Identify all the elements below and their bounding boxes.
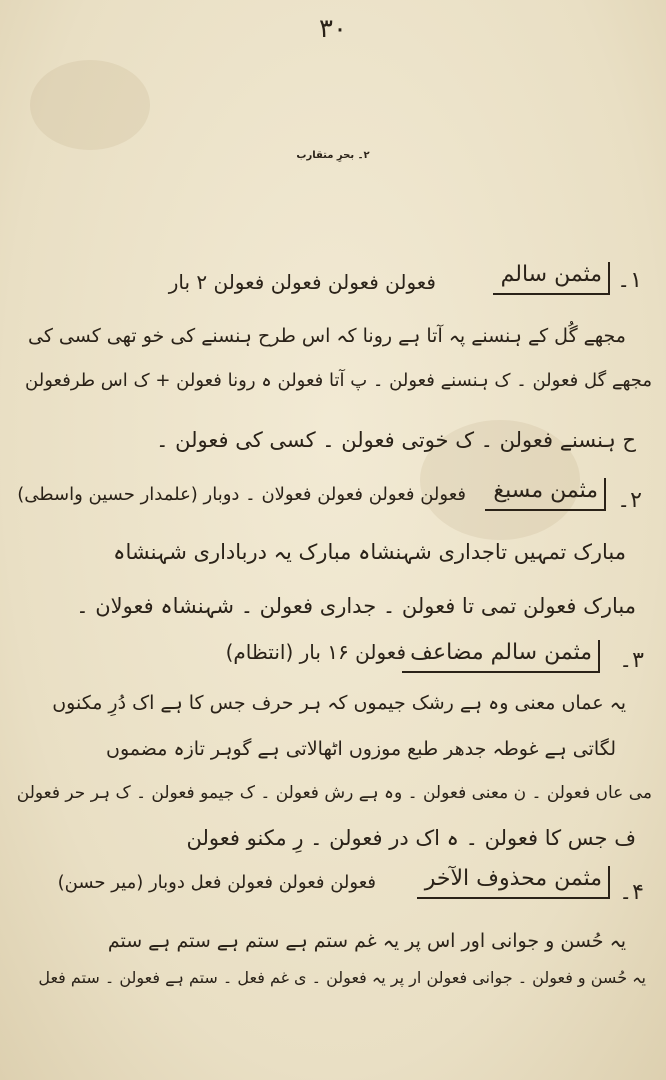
- section-3-name: مثمن سالم مضاعف: [402, 640, 600, 673]
- section-2-name: مثمن مسبغ: [485, 478, 606, 511]
- section-4-meter: فعولن فعولن فعولن فعل دوبار (میر حسن): [57, 872, 376, 893]
- section-3-scansion-1: می عاں فعولن ۔ ن معنی فعولن ۔ وہ ہے رش فعولن ۔ ک جیمو فعولن ۔ ک ہر حر فعولن: [16, 783, 652, 803]
- paper-stain: [30, 60, 150, 150]
- section-4-verse: یہ حُسن و جوانی اور اس پر یہ غم ستم ہے ستم ہے ستم ہے ستم: [107, 930, 626, 952]
- section-3-scansion-2: ف جس کا فعولن ۔ ہ اک در فعولن ۔ رِ مکنو فعولن: [186, 826, 636, 850]
- section-2-number: ۲۔: [617, 488, 642, 513]
- section-2-verse: مبارک تمہیں تاجداری شہنشاہ مبارک یہ درباداری شہنشاہ: [113, 540, 626, 564]
- section-4-scansion: یہ حُسن و فعولن ۔ جوانی فعولن ار پر یہ فعولن ۔ ی غم فعل ۔ ستم ہے فعولن ۔ ستم فعل: [38, 968, 646, 987]
- section-1-scansion-2: ح ہنسنے فعولن ۔ ک خوتی فعولن ۔ کسی کی فعولن ۔: [156, 428, 636, 452]
- section-3-meter: فعولن ۱۶ بار (انتظام): [225, 640, 406, 664]
- section-3-number: ۳۔: [619, 648, 644, 673]
- section-4-number: ۴۔: [619, 880, 644, 905]
- page-number: ۳۰: [319, 14, 347, 44]
- section-1-verse: مجھے گُل کے ہنسنے پہ آتا ہے رونا کہ اس طرح ہنسنے کی خو تھی کسی کی: [28, 325, 626, 347]
- section-1-scansion-1: مجھے گل فعولن ۔ ک ہنسنے فعولن ۔ پ آتا فعولن ہ رونا فعولن + ک اس طرفعولن: [25, 370, 652, 391]
- section-3-verse-2: لگاتی ہے غوطہ جدھر طبع موزوں اٹھالاتی ہے گوہر تازہ مضموں: [106, 738, 616, 760]
- section-4-name: مثمن محذوف الآخر: [417, 866, 610, 899]
- section-1-name: مثمن سالم: [493, 262, 610, 295]
- section-2-meter: فعولن فعولن فعولن فعولان ۔ دوبار (علمدار حسین واسطی): [17, 484, 466, 505]
- section-1-number: ۱۔: [617, 268, 642, 293]
- page-title: ۲۔ بحرِ متقارب: [296, 150, 370, 161]
- section-3-verse-1: یہ عماں معنی وہ ہے رشک جیموں کہ ہر حرف جس کا ہے اک دُرِ مکنوں: [52, 692, 626, 714]
- section-1-meter: فعولن فعولن فعولن فعولن ۲ بار: [168, 270, 436, 294]
- section-2-scansion: مبارک فعولن تمی تا فعولن ۔ جداری فعولن ۔ شہنشاہ فعولان ۔: [76, 594, 636, 618]
